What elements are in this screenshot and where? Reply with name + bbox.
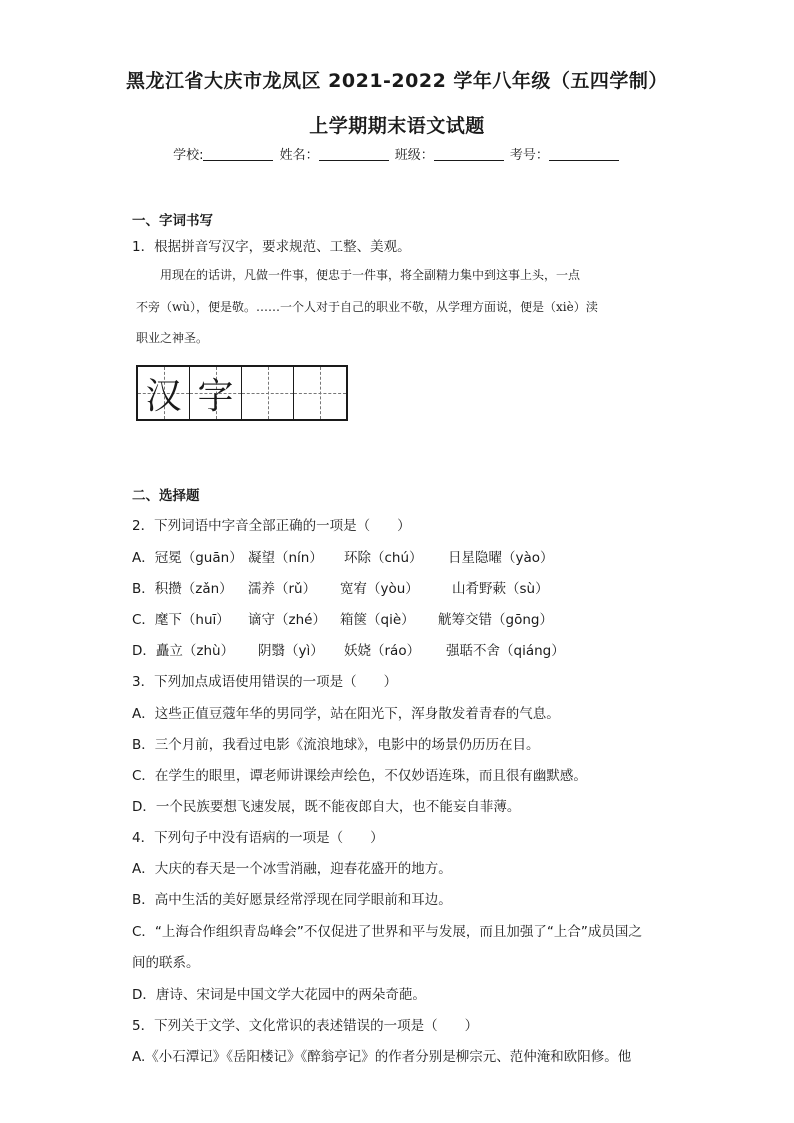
option-term: 环除（chú） xyxy=(344,550,423,566)
exam-number-label: 考号： xyxy=(509,148,549,163)
grid-cell xyxy=(190,367,242,419)
q1-passage-line1: 用现在的话讲，凡做一件事，便忠于一件事，将全副精力集中到这事上头，一点 xyxy=(160,268,581,282)
name-blank xyxy=(319,148,389,161)
school-blank xyxy=(203,148,273,161)
exam-title-line2: 上学期期末语文试题 xyxy=(309,115,485,137)
q3-option-d: D．一个民族要想飞速发展，既不能夜郎自大，也不能妄自菲薄。 xyxy=(132,799,521,815)
q1-stem: 1．根据拼音写汉字，要求规范、工整、美观。 xyxy=(132,239,411,255)
option-term: 谪守（zhé） xyxy=(248,612,326,628)
school-label: 学校: xyxy=(173,148,204,163)
option-term: 觥筹交错（gōng） xyxy=(438,612,553,628)
option-term: A．冠冕（guān） xyxy=(132,550,243,566)
grid-cell xyxy=(294,367,346,419)
option-term: B．积攒（zǎn） xyxy=(132,581,233,597)
q3-option-a: A．这些正值豆蔻年华的男同学，站在阳光下，浑身散发着青春的气息。 xyxy=(132,706,560,722)
q4-stem: 4．下列句子中没有语病的一项是（ ） xyxy=(132,830,384,846)
q5-option-a: A.《小石潭记》《岳阳楼记》《醉翁亭记》的作者分别是柳宗元、范仲淹和欧阳修。他 xyxy=(132,1049,632,1065)
q2-stem: 2．下列词语中字音全部正确的一项是（ ） xyxy=(132,518,411,534)
q2-option-b xyxy=(132,577,549,597)
q2-option-c xyxy=(132,608,553,628)
section1-heading: 一、字词书写 xyxy=(132,213,213,229)
exam-title-line1: 黑龙江省大庆市龙凤区 2021-2022 学年八年级（五四学制） xyxy=(126,70,668,92)
grid-cell xyxy=(242,367,294,419)
grid-char: 汉 xyxy=(145,375,182,417)
section2-heading: 二、选择题 xyxy=(132,488,200,504)
option-term: 凝望（nín） xyxy=(248,550,323,566)
q2-option-a xyxy=(132,546,554,566)
grid-cell xyxy=(138,367,190,419)
q3-option-b: B．三个月前，我看过电影《流浪地球》，电影中的场景仍历历在目。 xyxy=(132,737,540,753)
option-term: 宽宥（yòu） xyxy=(340,581,419,597)
q4-option-c: C．“上海合作组织青岛峰会”不仅促进了世界和平与发展，而且加强了“上合”成员国之 xyxy=(132,924,642,940)
option-term: D．矗立（zhù） xyxy=(132,643,235,659)
exam-number-blank xyxy=(549,148,619,161)
q4-option-a: A．大庆的春天是一个冰雪消融，迎春花盛开的地方。 xyxy=(132,861,452,877)
q4-option-c-cont: 间的联系。 xyxy=(132,955,200,971)
q2-option-d xyxy=(132,639,565,659)
option-term: 濡养（rǔ） xyxy=(248,581,317,597)
q4-option-d: D．唐诗、宋词是中国文学大花园中的两朵奇葩。 xyxy=(132,987,426,1003)
option-term: 箱箧（qiè） xyxy=(340,612,415,628)
option-term: 山肴野蔌（sù） xyxy=(452,581,549,597)
writing-grid xyxy=(136,365,348,421)
q5-stem: 5．下列关于文学、文化常识的表述错误的一项是（ ） xyxy=(132,1018,479,1034)
option-term: C．麾下（huī） xyxy=(132,612,230,628)
option-term: 阴翳（yì） xyxy=(258,643,324,659)
grid-char: 字 xyxy=(197,375,234,417)
name-label: 姓名： xyxy=(279,148,319,163)
class-blank xyxy=(434,148,504,161)
q4-option-b: B．高中生活的美好愿景经常浮现在同学眼前和耳边。 xyxy=(132,892,452,908)
option-term: 妖娆（ráo） xyxy=(344,643,421,659)
q1-passage-line3: 职业之神圣。 xyxy=(136,331,209,345)
option-term: 强聒不舍（qiáng） xyxy=(446,643,565,659)
class-label: 班级： xyxy=(394,148,434,163)
q1-passage-line2: 不旁（wù），便是敬。……一个人对于自己的职业不敬，从学理方面说，便是（xiè）渎 xyxy=(136,300,598,314)
student-info-row xyxy=(0,144,794,163)
option-term: 日星隐曜（yào） xyxy=(448,550,554,566)
grid-char xyxy=(242,367,293,419)
q3-option-c: C．在学生的眼里，谭老师讲课绘声绘色，不仅妙语连珠，而且很有幽默感。 xyxy=(132,768,587,784)
grid-char xyxy=(294,367,346,419)
q3-stem: 3．下列加点成语使用错误的一项是（ ） xyxy=(132,674,398,690)
